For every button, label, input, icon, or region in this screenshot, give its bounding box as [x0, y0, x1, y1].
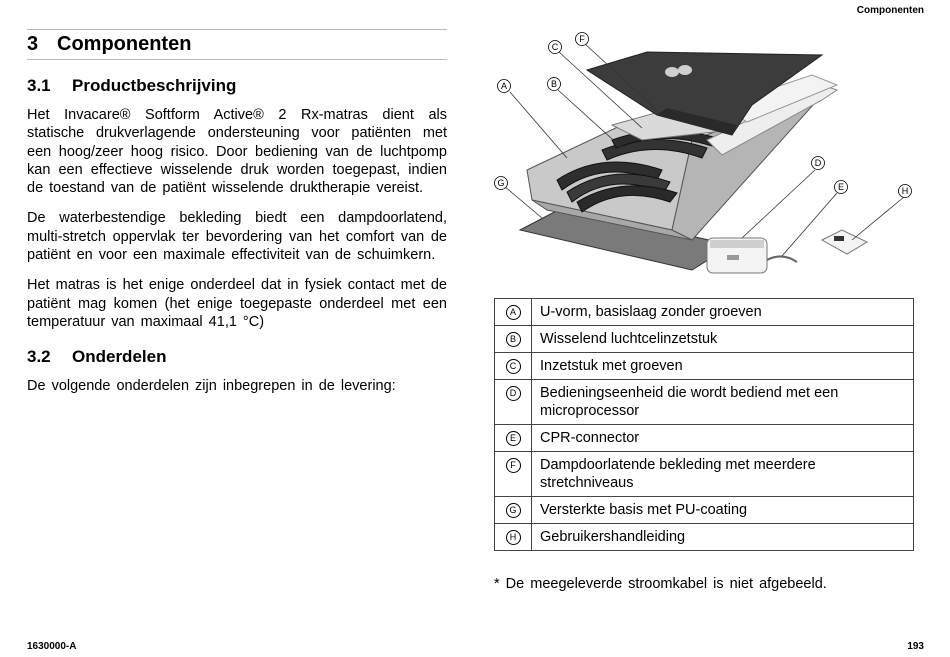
figure-label-f: F [579, 34, 585, 44]
part-description: Dampdoorlatende bekleding met meerdere stretchniveaus [532, 452, 914, 497]
parts-table [494, 298, 914, 551]
chapter-title: Componenten [57, 33, 192, 55]
part-description: Versterkte basis met PU-coating [532, 497, 914, 524]
part-description: Bedieningseenheid die wordt bediend met een microprocessor [532, 380, 914, 425]
section-number: 3.2 [27, 347, 51, 367]
figure-label-e: E [837, 182, 845, 192]
chapter-heading [27, 30, 447, 59]
figure-label-b: B [550, 79, 558, 89]
table-row [495, 452, 914, 497]
table-row [495, 326, 914, 353]
figure-label-c: C [551, 42, 559, 52]
part-letter: F [506, 458, 521, 473]
table-row [495, 497, 914, 524]
footnote: * De meegeleverde stroomkabel is niet afgebeeld. [494, 576, 827, 592]
chapter-number: 3 [27, 33, 39, 55]
mattress-components-illustration [492, 30, 922, 280]
figure-label-d: D [814, 158, 822, 168]
part-description: CPR-connector [532, 425, 914, 452]
part-description: U-vorm, basislaag zonder groeven [532, 299, 914, 326]
chapter-rule-bottom [27, 59, 447, 60]
table-row [495, 524, 914, 551]
table-row [495, 299, 914, 326]
table-row [495, 380, 914, 425]
left-column [27, 29, 447, 408]
part-letter: B [506, 332, 521, 347]
running-head: Componenten [856, 5, 924, 16]
part-letter: A [506, 305, 521, 320]
document-code: 1630000-A [27, 641, 77, 652]
section-title: Productbeschrijving [72, 76, 237, 95]
part-letter: E [506, 431, 521, 446]
section-number: 3.1 [27, 76, 51, 95]
section-heading-3-1 [27, 76, 447, 96]
paragraph: De volgende onderdelen zijn inbegrepen in de levering: [27, 378, 396, 395]
paragraph: De waterbestendige bekleding biedt een dampdoorlatend, multi-stretch oppervlak ter bevordering van het comfort van de patiënt en voor een maximale effectiviteit van de schuimkern. [27, 210, 447, 264]
part-letter: G [506, 503, 521, 518]
page-number: 193 [907, 641, 924, 652]
figure-label-a: A [500, 81, 508, 91]
part-description: Wisselend luchtcelinzetstuk [532, 326, 914, 353]
figure-label-g: G [497, 178, 505, 188]
table-row [495, 425, 914, 452]
part-letter: H [506, 530, 521, 545]
section-title: Onderdelen [72, 347, 167, 367]
part-description: Inzetstuk met groeven [532, 353, 914, 380]
part-letter: D [506, 386, 521, 401]
paragraph: Het Invacare® Softform Active® 2 Rx-matras dient als statische drukverlagende ondersteuning voor patiënten met een hoog/zeer hoog risico. Door bediening van de luchtpomp kan een effectieve wisselende druk worden toegepast, indien de toestand van de patiënt wisselende druktherapie vereist. [27, 107, 447, 197]
section-heading-3-2 [27, 347, 447, 367]
table-row [495, 353, 914, 380]
part-letter: C [506, 359, 521, 374]
paragraph: Het matras is het enige onderdeel dat in fysiek contact met de patiënt mag komen (het enige toegepaste onderdeel met een temperatuur van maximaal 41,1 °C) [27, 277, 447, 330]
figure-label-h: H [901, 186, 909, 196]
part-description: Gebruikershandleiding [532, 524, 914, 551]
